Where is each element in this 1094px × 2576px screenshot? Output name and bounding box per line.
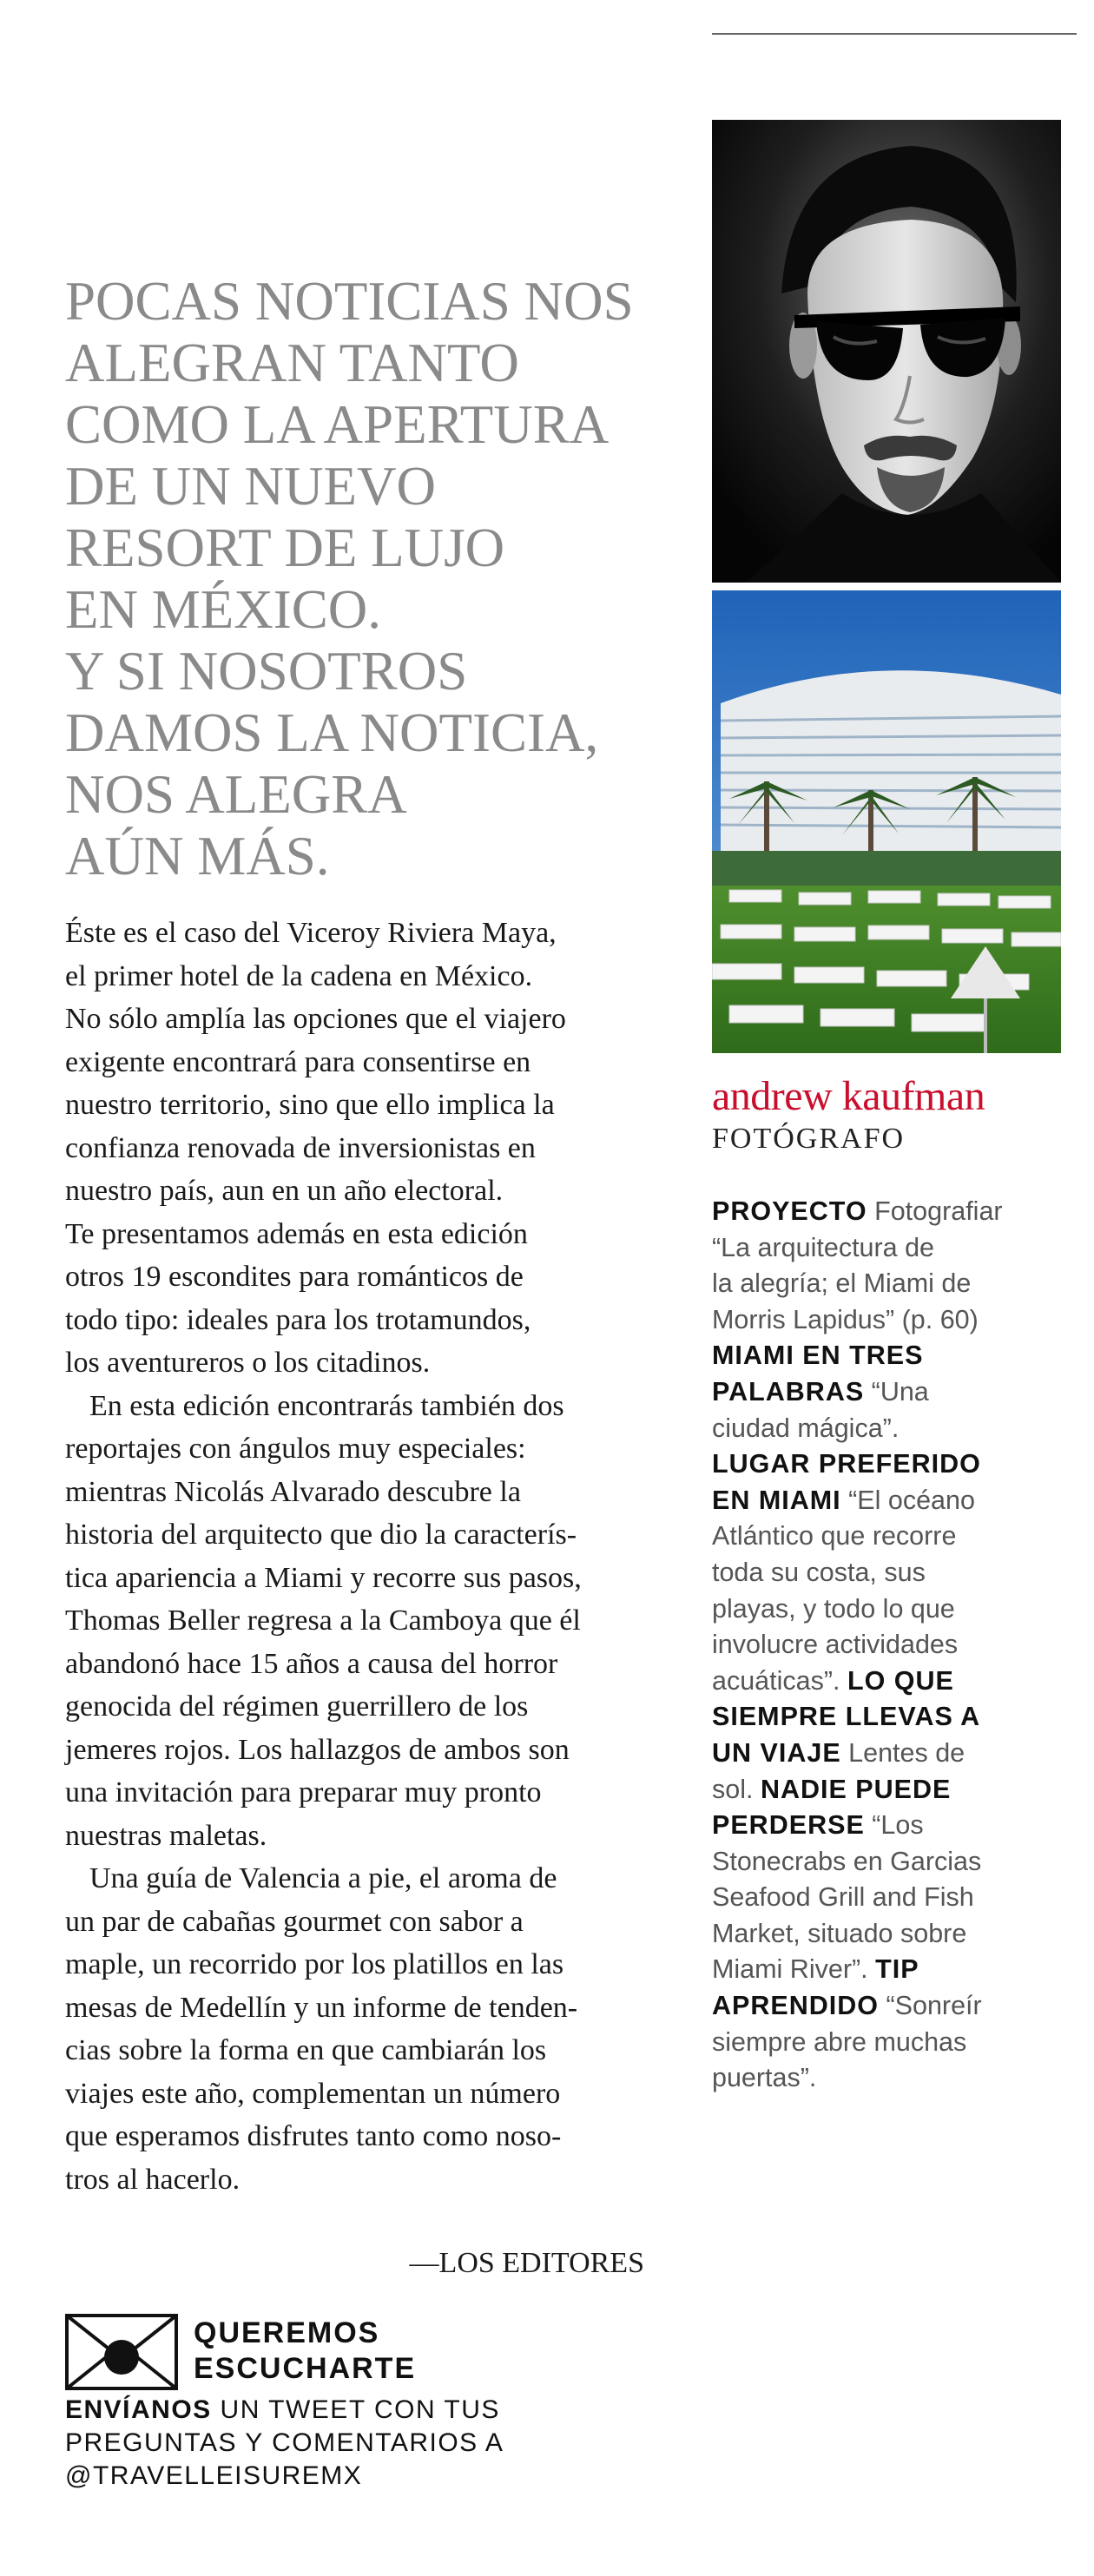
- body-line: cias sobre la forma en que cambiarán los: [65, 2034, 547, 2066]
- contributor-profile: [712, 1194, 1077, 2097]
- body-line: En esta edición encontrarás también dos: [89, 1389, 564, 1422]
- profile-line: [712, 1446, 1077, 1483]
- profile-text: “Una: [864, 1376, 929, 1407]
- headline-line: ALEGRAN TANTO: [65, 333, 519, 393]
- profile-label: PERDERSE: [712, 1810, 865, 1841]
- profile-line: [712, 1808, 1077, 1844]
- body-line: todo tipo: ideales para los trotamundos,: [65, 1303, 531, 1336]
- headline-line: COMO LA APERTURA: [65, 394, 610, 455]
- profile-text: ciudad mágica”.: [712, 1413, 900, 1443]
- profile-line: [712, 1880, 1077, 1916]
- body-line: genocida del régimen guerrillero de los: [65, 1690, 529, 1723]
- body-line: Te presentamos además en esta edición: [65, 1217, 528, 1250]
- profile-text: playas, y todo lo que: [712, 1593, 955, 1624]
- profile-text: Lentes de: [840, 1737, 965, 1768]
- profile-line: [712, 1302, 1077, 1339]
- profile-label: PROYECTO: [712, 1196, 867, 1226]
- body-line: historia del arquitecto que dio la caracterís-: [65, 1519, 577, 1551]
- headline-line: Y SI NOSOTROS: [65, 641, 468, 702]
- profile-text: Stonecrabs en Garcias: [712, 1846, 982, 1876]
- profile-line: [712, 1988, 1077, 2025]
- profile-text: sol.: [712, 1774, 761, 1804]
- body-line: viajes este año, complementan un número: [65, 2077, 561, 2110]
- contact-title-line-2: ESCUCHARTE: [194, 2352, 417, 2385]
- paragraph-2: [65, 1385, 656, 1858]
- profile-line: [712, 2025, 1077, 2061]
- body-line: un par de cabañas gourmet con sabor a: [65, 1905, 524, 1938]
- profile-line: [712, 1194, 1077, 1230]
- headline-line: NOS ALEGRA: [65, 764, 407, 825]
- profile-label: NADIE PUEDE: [760, 1774, 952, 1804]
- profile-label: TIP: [875, 1954, 919, 1985]
- profile-text: puertas”.: [712, 2063, 817, 2093]
- body-line: abandonó hace 15 años a causa del horror: [65, 1647, 558, 1680]
- body-line: el primer hotel de la cadena en México.: [65, 959, 533, 992]
- editorial-body: [65, 912, 656, 2201]
- headline-line: POCAS NOTICIAS NOS: [65, 271, 634, 332]
- body-line: una invitación para preparar muy pronto: [65, 1776, 542, 1808]
- contact-line-1: [65, 2394, 673, 2427]
- body-line: No sólo amplía las opciones que el viajero: [65, 1003, 566, 1035]
- twitter-handle[interactable]: @TRAVELLEISUREMX: [65, 2461, 363, 2490]
- signature: —LOS EDITORES: [409, 2247, 644, 2279]
- contributor-name: andrew kaufman: [712, 1073, 985, 1119]
- profile-text: toda su costa, sus: [712, 1557, 926, 1587]
- profile-text: “Los: [864, 1810, 924, 1841]
- profile-line: [712, 1916, 1077, 1953]
- profile-line: [712, 1952, 1077, 1988]
- profile-label: UN VIAJE: [712, 1737, 841, 1768]
- profile-line: [712, 1338, 1077, 1374]
- profile-line: [712, 1374, 1077, 1411]
- profile-label: LUGAR PREFERIDO: [712, 1449, 981, 1479]
- profile-text: Atlántico que recorre: [712, 1521, 957, 1552]
- profile-line: [712, 1627, 1077, 1664]
- headline: [65, 271, 690, 887]
- profile-label: APRENDIDO: [712, 1991, 880, 2021]
- profile-line: [712, 1555, 1077, 1591]
- contact-title: [194, 2316, 416, 2387]
- profile-text: acuáticas”.: [712, 1665, 847, 1696]
- headline-line: DE UN NUEVO: [65, 456, 436, 517]
- body-line: los aventureros o los citadinos.: [65, 1347, 431, 1379]
- headline-line: AÚN MÁS.: [65, 826, 330, 886]
- profile-label: PALABRAS: [712, 1376, 865, 1407]
- contact-title-line-1: QUEREMOS: [194, 2316, 380, 2349]
- profile-text: Market, situado sobre: [712, 1918, 967, 1948]
- profile-label: EN MIAMI: [712, 1485, 841, 1515]
- profile-line: [712, 1266, 1077, 1302]
- body-line: jemeres rojos. Los hallazgos de ambos son: [65, 1733, 570, 1766]
- profile-line: [712, 1411, 1077, 1447]
- headline-line: RESORT DE LUJO: [65, 517, 505, 578]
- headline-line: DAMOS LA NOTICIA,: [65, 702, 599, 763]
- profile-line: [712, 1772, 1077, 1808]
- headline-line: EN MÉXICO.: [65, 579, 381, 640]
- photographer-portrait-photo: [712, 120, 1061, 583]
- body-line: nuestro territorio, sino que ello implica la: [65, 1089, 555, 1121]
- profile-text: siempre abre muchas: [712, 2026, 967, 2057]
- profile-text: “El océano: [840, 1485, 975, 1515]
- body-line: Éste es el caso del Viceroy Riviera Maya,: [65, 917, 557, 949]
- profile-line: [712, 1591, 1077, 1628]
- paragraph-3: [65, 1857, 656, 2201]
- body-line: que esperamos disfrutes tanto como noso-: [65, 2120, 562, 2152]
- profile-text: involucre actividades: [712, 1630, 959, 1660]
- paragraph-1: [65, 912, 656, 1385]
- body-line: mientras Nicolás Alvarado descubre la: [65, 1475, 521, 1508]
- contact-line-2: PREGUNTAS Y COMENTARIOS A: [65, 2428, 504, 2457]
- profile-label: MIAMI EN TRES: [712, 1341, 924, 1371]
- contact-line-1-bold: ENVÍANOS: [65, 2395, 212, 2424]
- profile-text: Seafood Grill and Fish: [712, 1882, 974, 1913]
- profile-text: Fotografiar: [867, 1196, 1003, 1226]
- contact-line-1-rest: UN TWEET CON TUS: [211, 2395, 500, 2424]
- profile-text: Morris Lapidus” (p. 60): [712, 1304, 979, 1334]
- contributor-role: FOTÓGRAFO: [712, 1123, 906, 1155]
- body-line: confianza renovada de inversionistas en: [65, 1131, 536, 1164]
- profile-line: [712, 1664, 1077, 1700]
- body-line: exigente encontrará para consentirse en: [65, 1045, 531, 1078]
- profile-line: [712, 2060, 1077, 2097]
- profile-line: [712, 1844, 1077, 1881]
- profile-text: la alegría; el Miami de: [712, 1268, 972, 1299]
- body-line: nuestras maletas.: [65, 1819, 267, 1852]
- profile-label: LO QUE: [847, 1665, 954, 1696]
- profile-line: [712, 1230, 1077, 1267]
- body-line: tros al hacerlo.: [65, 2163, 241, 2196]
- body-line: nuestro país, aun en un año electoral.: [65, 1175, 504, 1207]
- profile-line: [712, 1519, 1077, 1555]
- body-line: otros 19 escondites para románticos de: [65, 1261, 524, 1293]
- profile-line: [712, 1483, 1077, 1519]
- profile-text: Miami River”.: [712, 1954, 876, 1985]
- body-line: reportajes con ángulos muy especiales:: [65, 1433, 526, 1465]
- body-line: tica apariencia a Miami y recorre sus pasos,: [65, 1561, 582, 1594]
- profile-text: “Sonreír: [879, 1991, 982, 2021]
- envelope-icon: [65, 2314, 178, 2390]
- body-line: mesas de Medellín y un informe de tenden-: [65, 1991, 578, 2024]
- profile-line: [712, 1736, 1077, 1772]
- top-rule: [712, 33, 1077, 35]
- contact-body: [65, 2394, 673, 2493]
- body-line: maple, un recorrido por los platillos en las: [65, 1948, 564, 1980]
- profile-label: SIEMPRE LLEVAS A: [712, 1702, 981, 1732]
- body-line: Una guía de Valencia a pie, el aroma de: [89, 1862, 557, 1894]
- miami-hotel-photo: [712, 590, 1061, 1053]
- profile-line: [712, 1699, 1077, 1736]
- body-line: Thomas Beller regresa a la Camboya que él: [65, 1604, 581, 1637]
- profile-text: “La arquitectura de: [712, 1232, 935, 1262]
